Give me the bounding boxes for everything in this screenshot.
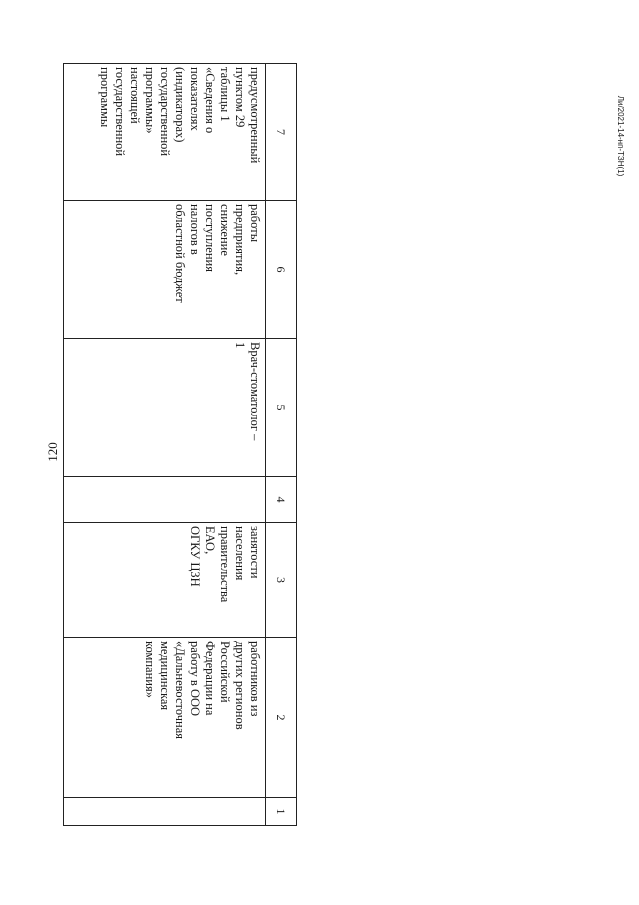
page-number: 120 [45, 442, 60, 462]
header-cell-5: 5 [266, 339, 297, 477]
header-cell-2: 2 [266, 638, 297, 798]
header-cell-3: 3 [266, 523, 297, 638]
header-cell-4: 4 [266, 477, 297, 523]
cell-column-6: работы предприятия, снижение поступления налогов в областной бюджет [64, 201, 266, 339]
cell-column-5: Врач-стоматолог – 1 [64, 339, 266, 477]
header-cell-6: 6 [266, 201, 297, 339]
program-table [63, 63, 297, 826]
cell-column-7: предусмотренный пунктом 29 таблицы 1 «Сведения о показателях (индикаторах) государственной программы» настоящей государственной программы [64, 64, 266, 201]
table-row [64, 64, 266, 826]
header-cell-7: 7 [266, 64, 297, 201]
header-cell-1: 1 [266, 798, 297, 826]
cell-column-3: занятости населения правительства ЕАО, ОГКУ ЦЗН [64, 523, 266, 638]
cell-column-1 [64, 798, 266, 826]
table-container [67, 63, 297, 825]
header-row [266, 64, 297, 826]
cell-column-4 [64, 477, 266, 523]
document-code: Ли/2021-14-нп-ТЗН(1) [616, 95, 625, 177]
cell-column-2: работников из других регионов Российской Федерации на работу в ООО «Дальневосточная медицинская компания» [64, 638, 266, 798]
